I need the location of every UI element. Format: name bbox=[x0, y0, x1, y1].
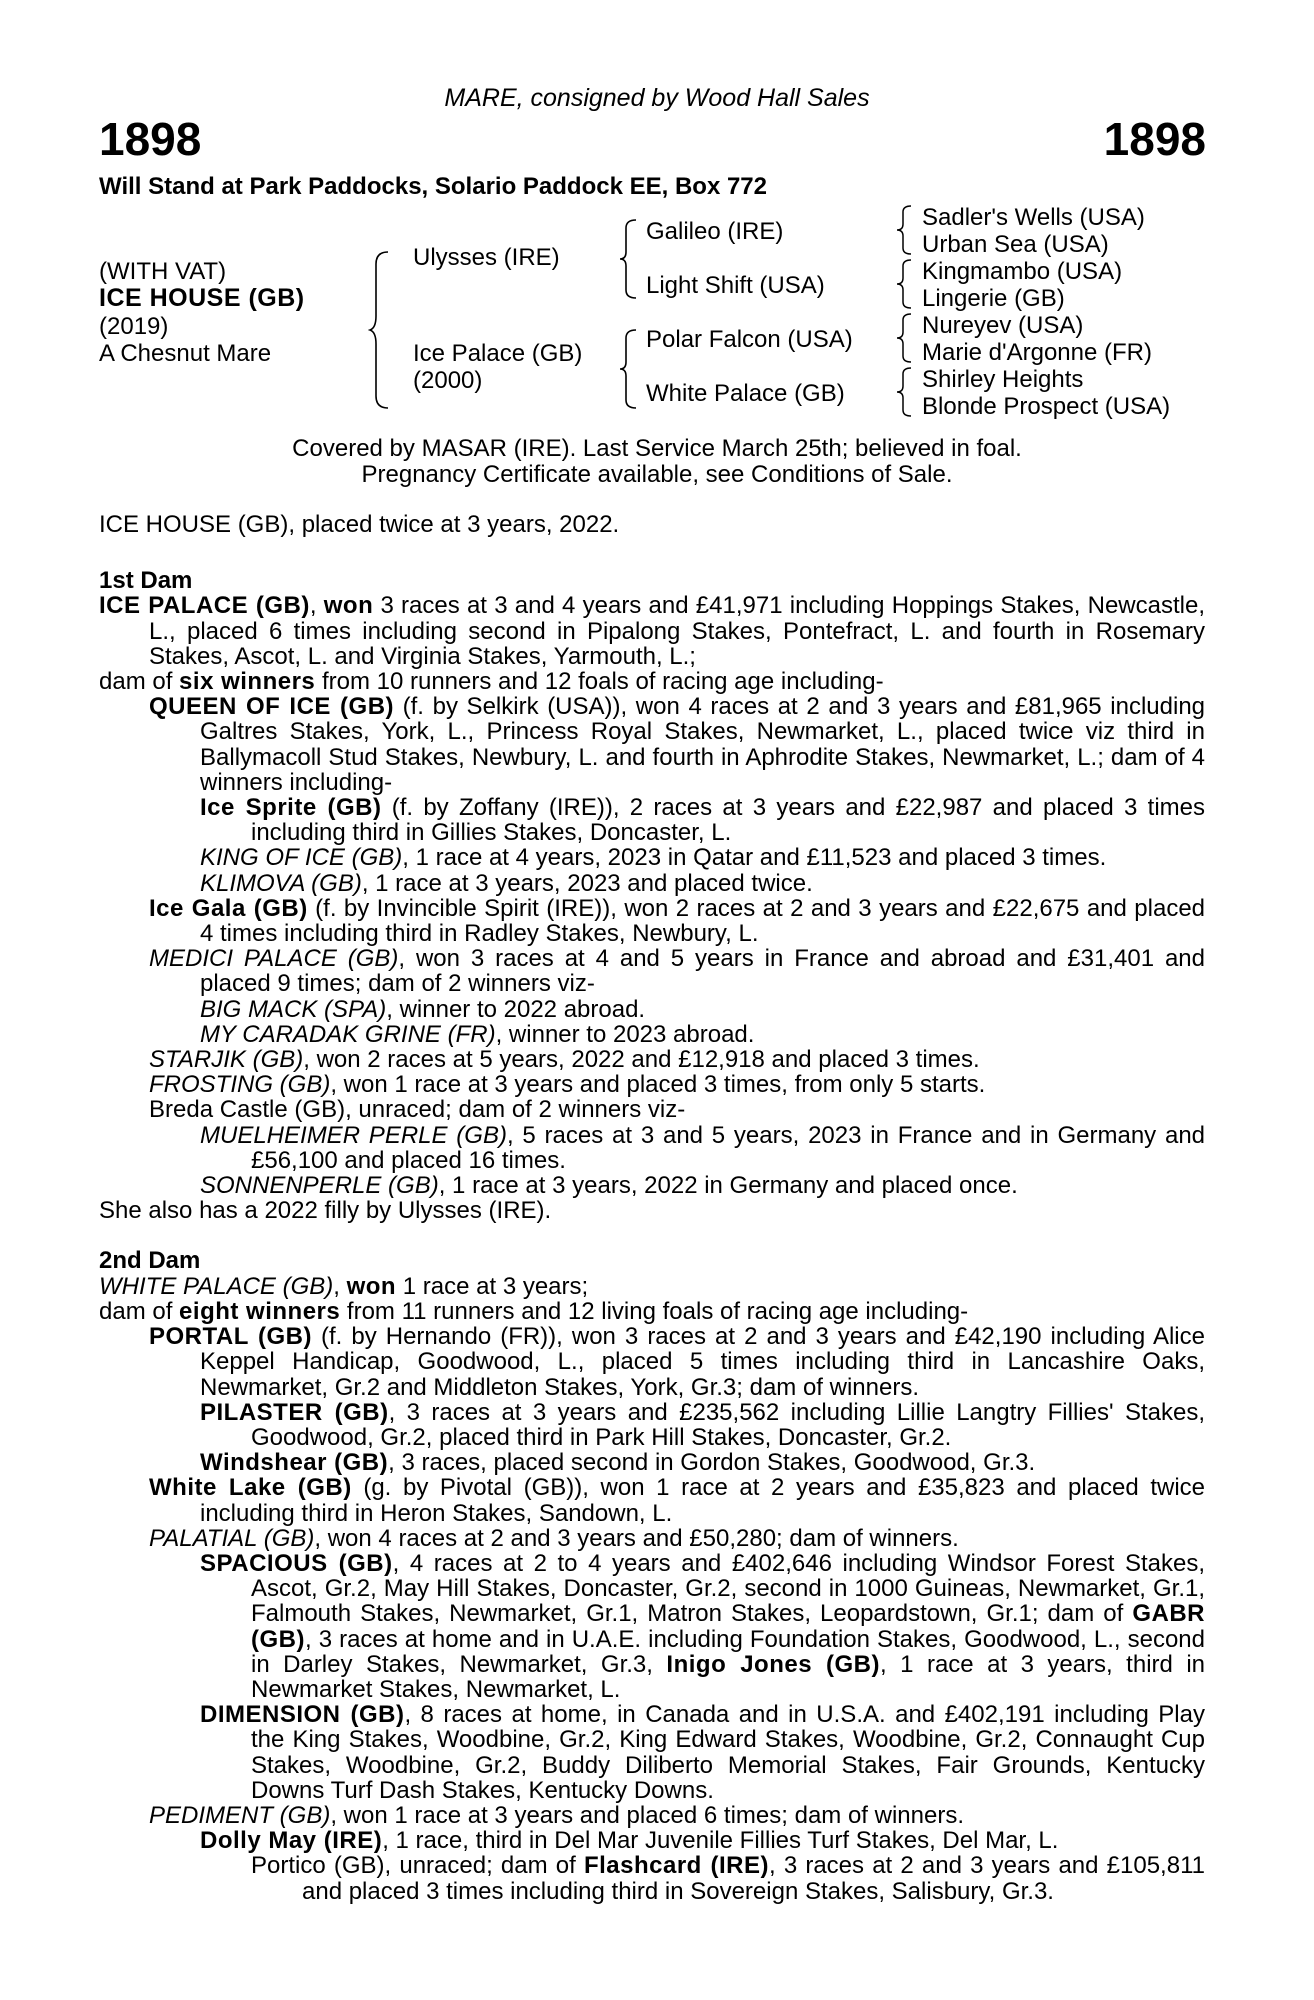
cover-line-2: Pregnancy Certificate available, see Conditions of Sale. bbox=[361, 461, 953, 488]
ped-sss: Sadler's Wells (USA) bbox=[922, 204, 1145, 231]
ds-brace bbox=[895, 312, 913, 364]
sire-sire: Galileo (IRE) bbox=[646, 218, 784, 245]
dd-brace bbox=[895, 366, 913, 418]
ped-dsd: Marie d'Argonne (FR) bbox=[922, 339, 1152, 366]
progeny-palatial bbox=[99, 1526, 1205, 1551]
progeny-record: , 1 race at 3 years, 2022 in Germany and placed once. bbox=[438, 1172, 1018, 1200]
progeny-record: , won 1 race at 3 years and placed 3 times, from only 5 starts. bbox=[330, 1071, 986, 1099]
progeny-record: , winner to 2023 abroad. bbox=[495, 1020, 755, 1048]
progeny-name: QUEEN OF ICE (GB) bbox=[149, 693, 395, 721]
first-dam-record: 3 races at 3 and 4 years and £41,971 including Hoppings Stakes, Newcastle, L., placed 6 times including second in Pipalong Stakes, Pontefract, L. and fourth in Rosemary Stakes, Ascot, L. and Virginia Stakes, Yarmouth, L.; bbox=[149, 592, 1206, 670]
stand-location: Will Stand at Park Paddocks, Solario Paddock EE, Box 772 bbox=[99, 173, 768, 200]
progeny-pediment bbox=[99, 1803, 1205, 1828]
progeny-name: KLIMOVA (GB) bbox=[200, 869, 362, 897]
progeny-record: , 3 races at 2 and 3 years and £105,811 and placed 3 times including third in Sovereign Stakes, Salisbury, Gr.3. bbox=[302, 1852, 1205, 1905]
progeny-name: MY CARADAK GRINE (FR) bbox=[200, 1020, 496, 1048]
progeny-name: STARJIK (GB) bbox=[149, 1046, 304, 1074]
consignor-line: MARE, consigned by Wood Hall Sales bbox=[444, 84, 870, 112]
cover-line-1: Covered by MASAR (IRE). Last Service March 25th; believed in foal. bbox=[292, 435, 1022, 462]
second-dam-entry: WHITE PALACE (GB), won 1 race at 3 years; bbox=[99, 1272, 589, 1300]
progeny-name: PALATIAL (GB) bbox=[149, 1524, 315, 1552]
first-dam-won: won bbox=[323, 592, 374, 620]
progeny-name-gabr: GABR (GB) bbox=[251, 1600, 1205, 1653]
progeny-entry bbox=[99, 871, 1205, 896]
progeny-name-inigo: Inigo Jones (GB) bbox=[666, 1650, 881, 1678]
progeny-record-gabr: , 3 races at home and in U.A.E. including Foundation Stakes, Goodwood, L., second in Darley Stakes, Newmarket, Gr.3, bbox=[251, 1625, 1205, 1678]
progeny-portal bbox=[99, 1324, 1205, 1400]
progeny-name: Portico (GB), unraced; dam of bbox=[251, 1852, 584, 1880]
progeny-name: BIG MACK (SPA) bbox=[200, 995, 387, 1023]
progeny-entry bbox=[99, 795, 1205, 845]
progeny-name: MUELHEIMER PERLE (GB) bbox=[200, 1121, 507, 1149]
progeny-name: PILASTER (GB) bbox=[200, 1398, 389, 1426]
progeny-entry bbox=[99, 1072, 1205, 1097]
progeny-name: Dolly May (IRE) bbox=[200, 1827, 383, 1855]
catalogue-body bbox=[99, 512, 1205, 1904]
sire-name: Ulysses (IRE) bbox=[413, 244, 560, 271]
summary-line: ICE HOUSE (GB), placed twice at 3 years, 2022. bbox=[99, 511, 620, 538]
progeny-record: , unraced; dam of 2 winners viz- bbox=[345, 1096, 686, 1124]
dam-year: (2000) bbox=[413, 367, 483, 394]
progeny-record: (f. by Selkirk (USA)), won 4 races at 2 and 3 years and £81,965 including Galtres Stakes, York, L., Princess Royal Stakes, Newmarket, L., placed twice viz third in Ballymacoll Stud Stakes, Newbury, L. and fourth in Aphrodite Stakes, Newmarket, L.; dam of 4 winners including- bbox=[200, 693, 1206, 796]
progeny-name: KING OF ICE (GB) bbox=[200, 844, 403, 872]
horse-description: A Chesnut Mare bbox=[99, 340, 272, 367]
progeny-name: DIMENSION (GB) bbox=[200, 1701, 405, 1729]
first-dam-also: She also has a 2022 filly by Ulysses (IRE). bbox=[99, 1197, 552, 1225]
ped-sdd: Lingerie (GB) bbox=[922, 285, 1065, 312]
second-dam-won: won bbox=[346, 1272, 397, 1300]
progeny-entry bbox=[99, 1123, 1205, 1173]
progeny-spacious bbox=[99, 1551, 1205, 1702]
first-dam-name: ICE PALACE (GB) bbox=[99, 592, 310, 620]
progeny-portico bbox=[99, 1853, 1205, 1903]
progeny-record: (g. by Pivotal (GB)), won 1 race at 2 years and £35,823 and placed twice including third in Heron Stakes, Sandown, L. bbox=[200, 1474, 1205, 1527]
ped-ddd: Blonde Prospect (USA) bbox=[922, 393, 1171, 420]
progeny-entry bbox=[99, 694, 1205, 795]
sire-brace bbox=[618, 218, 638, 300]
cover-note bbox=[0, 436, 1314, 488]
horse-vat: (WITH VAT) bbox=[99, 258, 227, 285]
progeny-name: MEDICI PALACE (GB) bbox=[149, 945, 399, 973]
dam-name: Ice Palace (GB) bbox=[413, 340, 583, 367]
progeny-record: , 4 races at 2 to 4 years and £402,646 including Windsor Forest Stakes, Ascot, Gr.2, May Hill Stakes, Doncaster, Gr.2, second in 1000 Guineas, Newmarket, Gr.1, Falmouth Stakes, Newmarket, Gr.1, Matron Stakes, Leopardstown, Gr.1; dam of bbox=[251, 1549, 1205, 1628]
progeny-windshear bbox=[99, 1450, 1205, 1475]
progeny-record: , 3 races at 3 years and £235,562 including Lillie Langtry Fillies' Stakes, Goodwood, Gr.2, placed third in Park Hill Stakes, Doncaster, Gr.2. bbox=[251, 1398, 1205, 1451]
sd-brace bbox=[895, 258, 913, 310]
progeny-entry bbox=[99, 1097, 1205, 1122]
progeny-record: , 3 races, placed second in Gordon Stakes, Goodwood, Gr.3. bbox=[388, 1449, 1036, 1477]
ss-brace bbox=[895, 204, 913, 256]
progeny-record: , won 3 races at 4 and 5 years in France and abroad and £31,401 and placed 9 times; dam of 2 winners viz- bbox=[200, 945, 1205, 998]
dam-of-winners: six winners bbox=[179, 668, 316, 696]
progeny-dimension bbox=[99, 1702, 1205, 1803]
ped-dss: Nureyev (USA) bbox=[922, 312, 1084, 339]
progeny-entry bbox=[99, 1047, 1205, 1072]
first-dam-heading: 1st Dam bbox=[99, 567, 193, 595]
progeny-record: , 1 race at 3 years, 2023 and placed twice. bbox=[361, 869, 813, 897]
dam-of-prefix: dam of bbox=[99, 668, 180, 696]
first-dam-produce-line bbox=[99, 669, 1205, 694]
second-dam-record: 1 race at 3 years; bbox=[396, 1272, 589, 1300]
second-dam-heading: 2nd Dam bbox=[99, 1247, 201, 1275]
progeny-record: , won 2 races at 5 years, 2022 and £12,918 and placed 3 times. bbox=[303, 1046, 980, 1074]
progeny-name: FROSTING (GB) bbox=[149, 1071, 331, 1099]
dam-sire: Polar Falcon (USA) bbox=[646, 326, 853, 353]
dam-of-suffix: from 10 runners and 12 foals of racing age including- bbox=[315, 668, 884, 696]
progeny-entry bbox=[99, 845, 1205, 870]
progeny-name: PORTAL (GB) bbox=[149, 1323, 312, 1351]
progeny-name: Ice Gala (GB) bbox=[149, 894, 308, 922]
progeny-entry bbox=[99, 896, 1205, 946]
progeny-name: PEDIMENT (GB) bbox=[149, 1801, 331, 1829]
ped-dds: Shirley Heights bbox=[922, 366, 1084, 393]
second-dam-produce-line bbox=[99, 1299, 1205, 1324]
first-dam-entry: ICE PALACE (GB), won 3 races at 3 and 4 years and £41,971 including Hoppings Stakes, Newcastle, L., placed 6 times including second in Pipalong Stakes, Pontefract, L. and fourth in Rosemary Stakes, Ascot, L. and Virginia Stakes, Yarmouth, L.; bbox=[99, 592, 1206, 670]
progeny-name: SPACIOUS (GB) bbox=[200, 1549, 393, 1577]
progeny-record: , 8 races at home, in Canada and in U.S.A. and £402,191 including Play the King Stakes, Woodbine, Gr.2, King Edward Stakes, Woodbine, Gr.2, Connaught Cup Stakes, Woodbine, Gr.2, Buddy Diliberto Memorial Stakes, Fair Grounds, Kentucky Downs Turf Dash Stakes, Kentucky Downs. bbox=[251, 1701, 1205, 1804]
lot-number-right: 1898 bbox=[1103, 113, 1206, 165]
progeny-dolly-may bbox=[99, 1828, 1205, 1853]
progeny-record: , 1 race at 4 years, 2023 in Qatar and £11,523 and placed 3 times. bbox=[402, 844, 1107, 872]
progeny-record: , 1 race, third in Del Mar Juvenile Fillies Turf Stakes, Del Mar, L. bbox=[382, 1827, 1059, 1855]
lot-number-left: 1898 bbox=[99, 113, 202, 165]
progeny-name: SONNENPERLE (GB) bbox=[200, 1172, 439, 1200]
horse-name: ICE HOUSE (GB) bbox=[99, 284, 305, 312]
progeny-name: Ice Sprite (GB) bbox=[200, 794, 382, 822]
progeny-entry bbox=[99, 997, 1205, 1022]
progeny-record: (f. by Invincible Spirit (IRE)), won 2 races at 2 and 3 years and £22,675 and placed 4 times including third in Radley Stakes, Newbury, L. bbox=[200, 894, 1206, 948]
progeny-record: , winner to 2022 abroad. bbox=[386, 995, 646, 1023]
progeny-white-lake bbox=[99, 1475, 1205, 1525]
dam-dam: White Palace (GB) bbox=[646, 380, 845, 407]
progeny-name: Windshear (GB) bbox=[200, 1449, 389, 1477]
dam-of-suffix: from 11 runners and 12 living foals of racing age including- bbox=[340, 1297, 969, 1325]
progeny-record: , won 4 races at 2 and 3 years and £50,280; dam of winners. bbox=[314, 1524, 959, 1552]
progeny-name: Breda Castle (GB) bbox=[149, 1096, 346, 1124]
progeny-record: , 5 races at 3 and 5 years, 2023 in France and in Germany and £56,100 and placed 16 times. bbox=[251, 1121, 1206, 1174]
progeny-entry bbox=[99, 1022, 1205, 1047]
progeny-record: (f. by Zoffany (IRE)), 2 races at 3 years and £22,987 and placed 3 times including third in Gillies Stakes, Doncaster, L. bbox=[251, 794, 1205, 847]
progeny-pilaster bbox=[99, 1400, 1205, 1450]
sire-dam: Light Shift (USA) bbox=[646, 272, 825, 299]
main-brace bbox=[368, 250, 390, 410]
dam-of-winners: eight winners bbox=[179, 1297, 341, 1325]
second-dam-name: WHITE PALACE (GB) bbox=[99, 1272, 334, 1300]
dam-of-prefix: dam of bbox=[99, 1297, 180, 1325]
progeny-name-flashcard: Flashcard (IRE) bbox=[583, 1852, 769, 1880]
dam-brace bbox=[618, 328, 638, 410]
progeny-entry bbox=[99, 1173, 1205, 1198]
first-dam-progeny-list bbox=[99, 694, 1205, 1198]
progeny-record: , won 1 race at 3 years and placed 6 times; dam of winners. bbox=[330, 1801, 964, 1829]
progeny-name: White Lake (GB) bbox=[149, 1474, 352, 1502]
progeny-entry bbox=[99, 946, 1205, 996]
ped-ssd: Urban Sea (USA) bbox=[922, 231, 1109, 258]
progeny-record-inigo: , 1 race at 3 years, third in Newmarket Stakes, Newmarket, L. bbox=[251, 1650, 1206, 1703]
horse-year: (2019) bbox=[99, 313, 169, 340]
progeny-record: (f. by Hernando (FR)), won 3 races at 2 and 3 years and £42,190 including Alice Keppel Handicap, Goodwood, L., placed 5 times including third in Lancashire Oaks, Newmarket, Gr.2 and Middleton Stakes, York, Gr.3; dam of winners. bbox=[200, 1323, 1205, 1401]
ped-sds: Kingmambo (USA) bbox=[922, 258, 1123, 285]
